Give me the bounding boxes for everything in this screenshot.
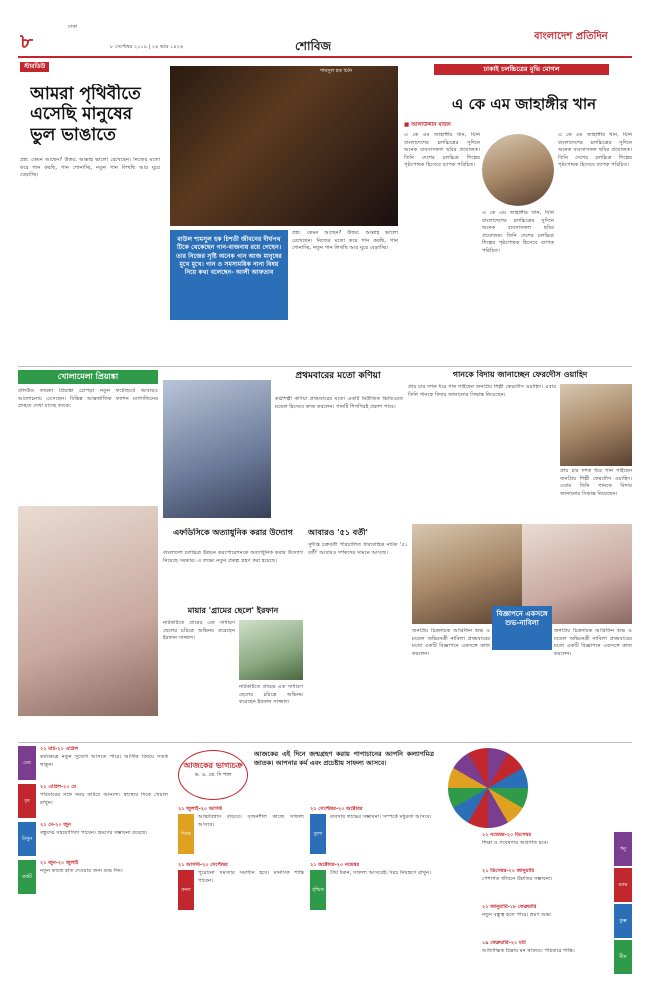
article-stardue: [20, 62, 398, 362]
sign-cancer-dates: ২১ জুন-২০ জুলাই: [40, 860, 79, 866]
section-title: শোবিজ: [295, 39, 332, 52]
header-rule: [18, 56, 632, 58]
article6-body: বাংলাদেশ চলচ্চিত্র উন্নয়ন করপোরেশনকে অত্যাধুনিক করার উদ্যোগ নিয়েছে সরকার। এ লক্ষ্যে নতুন প্রকল্প গ্রহণ করা হয়েছে।: [163, 550, 303, 564]
sign-cancer-text: নতুন কাজে হাত দেওয়ার জন্য শুভ দিন।: [40, 868, 123, 874]
article-fdc: [163, 528, 303, 602]
newspaper-logo: বাংলাদেশ প্রতিদিন: [534, 31, 608, 42]
article8-body: নাটকটিতে গ্রামের এক সাধারণ ছেলের চরিত্রে অভিনয় করেছেন ইরফান সাজ্জাদ।: [163, 620, 235, 642]
sign-gemini: [18, 822, 168, 856]
sign-aquarius-text: নতুন বন্ধুত্ব হতে পারে। ভ্রমণ শুভ।: [482, 912, 552, 918]
article4-body: কণ্ঠশিল্পী কণিয়া প্রথমবারের মতো একটি মিউজিক ভিডিওতে মডেল হিসেবে কাজ করলেন। গানটি শিগগিরই প্রকাশ পাবে।: [275, 396, 403, 410]
article7-body: সুদীপ্ত চক্রবর্তী পরিচালিত ধারাবাহিক নাটক '৫১ বর্তী' আবারও দর্শকদের সামনে আসছে।: [308, 542, 408, 556]
sign-capricorn-dates: ২১ ডিসেম্বর-২০ জানুয়ারি: [482, 868, 535, 874]
horoscope-col-middle: [178, 806, 438, 976]
divider: [18, 366, 632, 367]
sign-leo-label: সিংহ: [178, 814, 194, 854]
sign-virgo: [178, 862, 304, 912]
article1-body: প্রশ্ন: কেমন আছেন? উত্তর: আল্লাহ ভালো রেখেছেন। নিজের মতো করে গান করছি, গান শোনাচ্ছি, নতুন গান লিখছি আর ঘুরে বেড়াচ্ছি।: [20, 157, 160, 179]
article4-headline: প্রথমবারের মতো কণিয়া: [295, 371, 381, 381]
sign-virgo-dates: ২১ আগস্ট-২০ সেপ্টেম্বর: [178, 862, 228, 868]
sign-sagittarius-label: ধনু: [614, 832, 632, 866]
article3-body: বলিউড তারকা প্রিয়াঙ্কা চোপড়া নতুন ফটোশুটে আবারও আলোচনায় এসেছেন। বিভিন্ন আন্তর্জাতিক ফ্যাশন ম্যাগাজিনের প্রচ্ছদে দেখা যাচ্ছে তাকে।: [18, 388, 158, 410]
article5-headline: গানকে বিদায় জানাচ্ছেন ফেরদৌস ওয়াহিদ: [452, 370, 588, 379]
article9-body-col2: জনপ্রিয় চিত্রনায়ক আরিফিন শুভ ও মডেল অভিনেত্রী নাবিলা প্রথমবারের মতো একটি বিজ্ঞাপনে একসঙ্গে কাজ করলেন।: [554, 628, 632, 657]
page-header: [0, 0, 650, 52]
sign-libra: [310, 806, 438, 856]
ferdous-photo: [560, 384, 632, 466]
sign-aries-dates: ২১ মার্চ-২০ এপ্রিল: [40, 746, 79, 752]
sign-capricorn-text: পেশাগত জীবনে উন্নতির সম্ভাবনা।: [482, 876, 553, 882]
article2-body-col1: এ কে এম জাহাঙ্গীর খান, যিনি বাংলাদেশের চলচ্চিত্রের সুদিনে অনেক ব্যবসাসফল ছবির প্রযোজক। তিনি দেশের চলচ্চিত্র শিল্পের পৃষ্ঠপোষক হিসেবে ব্যাপক পরিচিত।: [404, 132, 480, 169]
sign-sagittarius: [482, 832, 632, 866]
sign-cancer: [18, 860, 168, 894]
sign-scorpio-text: ধৈর্য ধরুন, সাফল্য আসবেই। খরচ নিয়ন্ত্রণে রাখুন।: [330, 870, 431, 876]
jahangir-portrait: [482, 134, 554, 206]
article-jahangir-khan: [404, 62, 632, 362]
sign-capricorn: [482, 868, 632, 902]
sign-gemini-text: বন্ধুদের সহযোগিতা পাবেন। ভ্রমণের সম্ভাবনা রয়েছে।: [40, 830, 148, 836]
article-51-borti: [308, 528, 408, 736]
kicker-bar: ঢাকাই চলচ্চিত্রের মুভি মোগল: [434, 64, 609, 75]
sign-leo: [178, 806, 304, 856]
sign-cancer-label: কর্কট: [18, 860, 36, 894]
sign-leo-text: আত্মবিশ্বাস বাড়বে। সৃজনশীল কাজে সাফল্য আসবে।: [198, 814, 304, 828]
horoscope-title: আজকের ভাগ্যচক্র: [183, 761, 243, 770]
article5-body: প্রায় চার দশক ধরে গান গাইছেন জনপ্রিয় শিল্পী ফেরদৌস ওয়াহিদ। এবার তিনি গানকে বিদায় জানানোর সিদ্ধান্ত নিয়েছেন।: [408, 384, 556, 398]
sign-pisces: [482, 940, 632, 974]
page-number: ৮: [20, 29, 33, 52]
sign-aries-label: মেষ: [18, 746, 36, 780]
article9-label: বিজ্ঞাপনে একসঙ্গে শুভ-নাবিলা: [492, 606, 552, 650]
publication-date: ৮ সেপ্টেম্বর ২০১৯ | ২৪ ভাদ্র ১৪২৬: [110, 44, 184, 50]
sign-sagittarius-text: শিক্ষা ও গবেষণায় অগ্রগতি হবে।: [482, 840, 549, 846]
sign-gemini-label: মিথুন: [18, 822, 36, 856]
article2-body-col3: এ কে এম জাহাঙ্গীর খান, যিনি বাংলাদেশের চলচ্চিত্রের সুদিনে অনেক ব্যবসাসফল ছবির প্রযোজক। তিনি দেশের চলচ্চিত্র শিল্পের পৃষ্ঠপোষক হিসেবে ব্যাপক পরিচিত।: [558, 132, 632, 169]
zodiac-wheel-icon: [448, 748, 528, 828]
singer-photo: [170, 66, 398, 226]
article1-body-col3: প্রশ্ন: কেমন আছেন? উত্তর: আল্লাহ ভালো রেখেছেন। নিজের মতো করে গান করছি, গান শোনাচ্ছি, নতুন গান লিখছি আর ঘুরে বেড়াচ্ছি।: [292, 230, 398, 252]
article8-headline: মায়ার 'গ্রামের ছেলে' ইরফান: [187, 606, 279, 615]
article9-body-col1: জনপ্রিয় চিত্রনায়ক আরিফিন শুভ ও মডেল অভিনেত্রী নাবিলা প্রথমবারের মতো একটি বিজ্ঞাপনে একসঙ্গে কাজ করলেন।: [412, 628, 490, 657]
sign-capricorn-label: মকর: [614, 868, 632, 902]
sign-pisces-dates: ১৯ ফেব্রুয়ারি-২০ মার্চ: [482, 940, 526, 946]
horoscope-author: ড. এ. কে. দি পাল: [194, 771, 232, 778]
photo-credit: শামসুল হক চিনি: [320, 68, 353, 74]
article7-headline: আবারও '৫১ বর্তী': [308, 528, 368, 537]
article6-headline: এফডিসিকে অত্যাধুনিক করার উদ্যোগ: [173, 528, 293, 537]
article1-headline: আমরা পৃথিবীতে এসেছি মানুষের ভুল ভাঙাতে: [30, 84, 141, 145]
sign-pisces-label: মীন: [614, 940, 632, 974]
sign-taurus: [18, 784, 168, 818]
sign-taurus-dates: ২১ এপ্রিল-২০ মে: [40, 784, 77, 790]
sign-libra-label: তুলা: [310, 814, 326, 854]
sign-pisces-text: আধ্যাত্মিক চিন্তায় মন থাকবে। পরিবারে শান্তি।: [482, 948, 575, 954]
priyanka-photo: [18, 506, 158, 716]
edition-label: ঢাকা: [68, 24, 78, 30]
pullquote-box: বাউল শামসুল হক চিশতী জীবনের দীর্ঘপথ টিকে থেকেছেন গান-বাজনায় রয়ে গেছেন। তার নিজের সৃষ্টি অনেক গান আজ মানুষের মুখে মুখে। গান ও সমসাময়িক নানা বিষয় নিয়ে কথা বলেছেন- আলী আফতাব: [170, 230, 288, 320]
sign-leo-dates: ২১ জুলাই-২০ আগস্ট: [178, 806, 223, 812]
article8-body-col2: নাটকটিতে গ্রামের এক সাধারণ ছেলের চরিত্রে অভিনয় করেছেন ইরফান সাজ্জাদ।: [239, 684, 303, 706]
sign-sagittarius-dates: ২১ নভেম্বর-২০ ডিসেম্বর: [482, 832, 532, 838]
horoscope-title-box: [178, 750, 248, 800]
sign-scorpio-label: বৃশ্চিক: [310, 870, 326, 910]
article-koniya: [163, 370, 403, 520]
sign-aries-text: কর্মক্ষেত্রে নতুন সুযোগ আসতে পারে। আর্থিক বিষয়ে সতর্ক থাকুন।: [40, 754, 168, 768]
portrait-image: [482, 134, 554, 206]
sign-virgo-text: পুরোনো সমস্যার সমাধান হবে। মানসিক শান্তি পাবেন।: [198, 870, 304, 884]
divider-horoscope: [18, 742, 632, 743]
article5-body-col2: প্রায় চার দশক ধরে গান গাইছেন জনপ্রিয় শিল্পী ফেরদৌস ওয়াহিদ। এবার তিনি গানকে বিদায় জানানোর সিদ্ধান্ত নিয়েছেন।: [560, 468, 632, 497]
horoscope-col-right: [482, 832, 632, 976]
sign-gemini-dates: ২১ মে-২০ জুন: [40, 822, 71, 828]
sign-aquarius-label: কুম্ভ: [614, 904, 632, 938]
sign-taurus-label: বৃষ: [18, 784, 36, 818]
article2-headline: এ কে এম জাহাঙ্গীর খান: [451, 95, 597, 113]
sign-libra-dates: ২১ সেপ্টেম্বর-২০ অক্টোবর: [310, 806, 363, 812]
sign-scorpio: [310, 862, 438, 912]
irfan-photo: [239, 620, 303, 680]
article-shuvo-nabila: [412, 524, 632, 736]
article3-headline: খোলামেলা প্রিয়াঙ্কা: [18, 370, 158, 384]
sign-libra-text: ব্যবসায় লাভের সম্ভাবনা। সম্পর্কে মধুরতা আসবে।: [330, 814, 432, 820]
article-ferdous-wahid: [408, 370, 632, 520]
sign-aquarius-dates: ২১ জানুয়ারি-১৮ ফেব্রুয়ারি: [482, 904, 537, 910]
article-priyanka: [18, 370, 158, 720]
koniya-photo: [163, 380, 271, 518]
sign-aquarius: [482, 904, 632, 938]
sign-taurus-text: পরিবারের সঙ্গে সময় কাটবে আনন্দে। স্বাস্থ্যের দিকে খেয়াল রাখুন।: [40, 792, 168, 806]
horoscope-section: [18, 746, 632, 976]
horoscope-col-left: [18, 746, 168, 976]
article-irfan: [163, 606, 303, 736]
stardue-tag: স্টারডিউ: [20, 62, 49, 72]
sign-virgo-label: কন্যা: [178, 870, 194, 910]
horoscope-intro: আজকের এই দিনে জন্মগ্রহণ করায় পাপাচানের আপনি কল্যাণমিত্র জাতক। আপনার কর্ম এবং প্রচেষ্টায় সাফল্য আসবে।: [254, 750, 434, 768]
article2-body-col2: এ কে এম জাহাঙ্গীর খান, যিনি বাংলাদেশের চলচ্চিত্রের সুদিনে অনেক ব্যবসাসফল ছবির প্রযোজক। তিনি দেশের চলচ্চিত্র শিল্পের পৃষ্ঠপোষক হিসেবে ব্যাপক পরিচিত।: [482, 210, 554, 254]
sign-scorpio-dates: ২১ অক্টোবর-২০ নভেম্বর: [310, 862, 360, 868]
sign-aries: [18, 746, 168, 780]
article2-byline: ■ আলাউদ্দীন মজিদ: [404, 122, 451, 128]
